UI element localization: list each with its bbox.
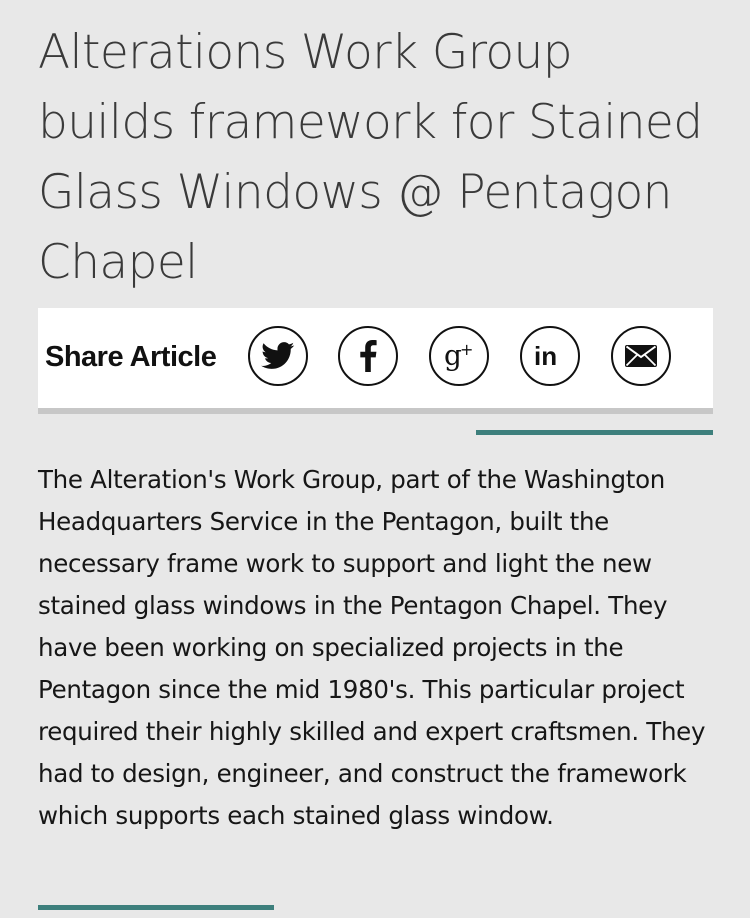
svg-text:g: g: [444, 339, 462, 372]
linkedin-icon: [533, 342, 567, 370]
svg-text:in: in: [534, 342, 558, 370]
facebook-icon: [359, 340, 377, 372]
google-plus-icon: [441, 339, 477, 373]
share-facebook-button[interactable]: [338, 326, 398, 386]
article: [38, 0, 713, 830]
email-icon: [625, 345, 657, 367]
article-body: The Alteration's Work Group, part of the Washington Headquarters Service in the Pentagon, built the necessary frame work to support and light the new stained glass windows in the Pentagon Chapel. They have been working on specialized projects in the Pentagon since the mid 1980's. This particular project required their highly skilled and expert craftsmen. They had to design, engineer, and construct the framework which supports each stained glass window.: [38, 465, 706, 830]
share-label: Share Article: [45, 341, 217, 373]
share-bar: [38, 308, 713, 414]
share-google-plus-button[interactable]: [429, 326, 489, 386]
share-twitter-button[interactable]: [248, 326, 308, 386]
accent-divider-top: [476, 430, 713, 435]
share-email-button[interactable]: [611, 326, 671, 386]
twitter-icon: [261, 342, 295, 370]
svg-text:+: +: [460, 340, 474, 359]
accent-divider-bottom: [38, 905, 274, 910]
article-title: Alterations Work Group builds framework for Stained Glass Windows @ Pentagon Chapel: [38, 25, 703, 290]
share-linkedin-button[interactable]: [520, 326, 580, 386]
